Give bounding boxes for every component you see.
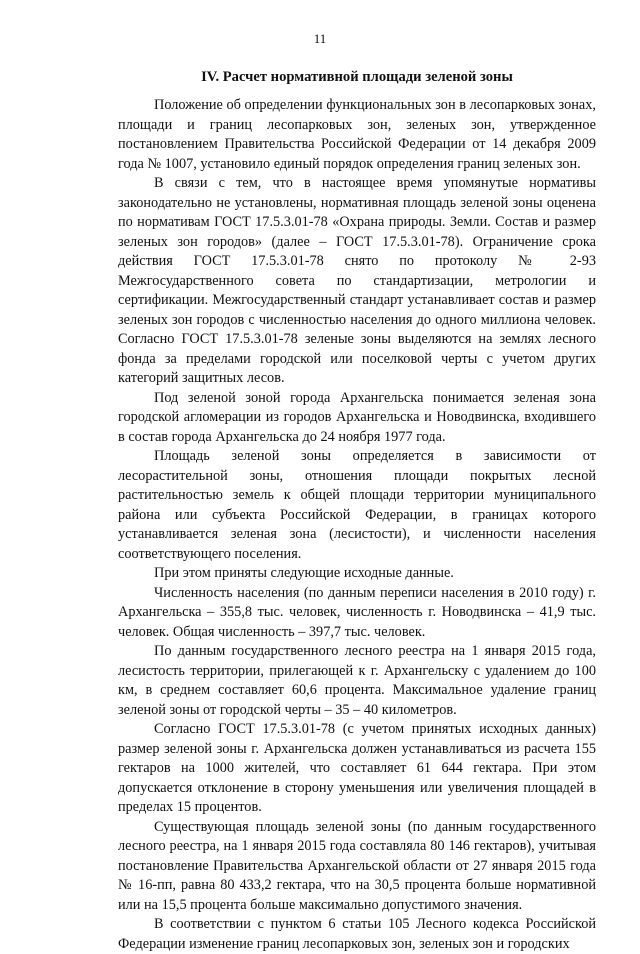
paragraph-forest-cover: По данным государственного лесного реестра на 1 января 2015 года, лесистость территории, прилегающей к г. Архангельску с удалением до 100 км, в среднем составляет 60,6 процента. Максимальное удаление границ зеленой зоны от городской черты – 35 – 40 километров. — [118, 643, 596, 718]
section-title: IV. Расчет нормативной площади зеленой зоны — [201, 69, 513, 85]
paragraph-area-determination: Площадь зеленой зоны определяется в зависимости от лесорастительной зоны, отношения площади покрытых лесной растительностью земель к общей площади территории муниципального района или субъекта Российской Федерации, в границах которого устанавливается зеленая зона (лесистости), и численности населения соответствующего поселения. — [118, 448, 596, 562]
paragraph-arkhangelsk-definition: Под зеленой зоной города Архангельска понимается зеленая зона городской агломерации из городов Архангельска и Новодвинска, входившего в состав города Архангельска до 24 ноября 1977 года. — [118, 389, 596, 445]
paragraph-gost-standards: В связи с тем, что в настоящее время упомянутые нормативы законодательно не установлены, нормативная площадь зеленой зоны оценена по нормативам ГОСТ 17.5.3.01-78 «Охрана природы. Земли. Состав и размер зеленых зон городов» (далее – ГОСТ 17.5.3.01-78). Ограничение срока действия ГОСТ 17.5.3.01-78 снято по протоколу № 2-93 Межгосударственного совета по стандартизации, метрологии и сертификации. Межгосударственный стандарт устанавливает состав и размер зеленых зон городов с численностью населения до одного миллиона человек. Согласно ГОСТ 17.5.3.01-78 зеленые зоны выделяются на землях лесного фонда за пределами городской или поселковой черты с учетом других категорий защитных лесов. — [118, 175, 596, 386]
page-number: 11 — [313, 31, 327, 46]
paragraph-forest-code: В соответствии с пунктом 6 статьи 105 Лесного кодекса Российской Федерации изменение границ лесопарковых зон, зеленых зон и городских — [118, 916, 596, 952]
paragraph-normative-size: Согласно ГОСТ 17.5.3.01-78 (с учетом принятых исходных данных) размер зеленой зоны г. Архангельска должен устанавливаться из расчета 155 гектаров на 1000 жителей, что составляет 61 644 гектара. При этом допускается отклонение в сторону уменьшения или увеличения площадей в пределах 15 процентов. — [118, 721, 596, 815]
body-text — [118, 96, 596, 954]
paragraph-population: Численность населения (по данным переписи населения в 2010 году) г. Архангельска – 355,8 тыс. человек, численность г. Новодвинска – 41,9 тыс. человек. Общая численность – 397,7 тыс. человек. — [118, 584, 596, 640]
paragraph-existing-area: Существующая площадь зеленой зоны (по данным государственного лесного реестра, на 1 января 2015 года составляла 80 146 гектаров), учитывая постановление Правительства Архангельской области от 27 января 2015 года № 16-пп, равна 80 433,2 гектара, что на 30,5 процента больше нормативной или на 15,5 процента больше максимально допустимого значения. — [118, 818, 596, 913]
paragraph-initial-data-intro: При этом приняты следующие исходные данные. — [154, 565, 454, 581]
paragraph-green-zone-regulation: Положение об определении функциональных зон в лесопарковых зонах, площади и границ лесопарковых зон, зеленых зон, утвержденное постановлением Правительства Российской Федерации от 14 декабря 2009 года № 1007, установило единый порядок определения границ зеленых зон. — [118, 97, 596, 172]
